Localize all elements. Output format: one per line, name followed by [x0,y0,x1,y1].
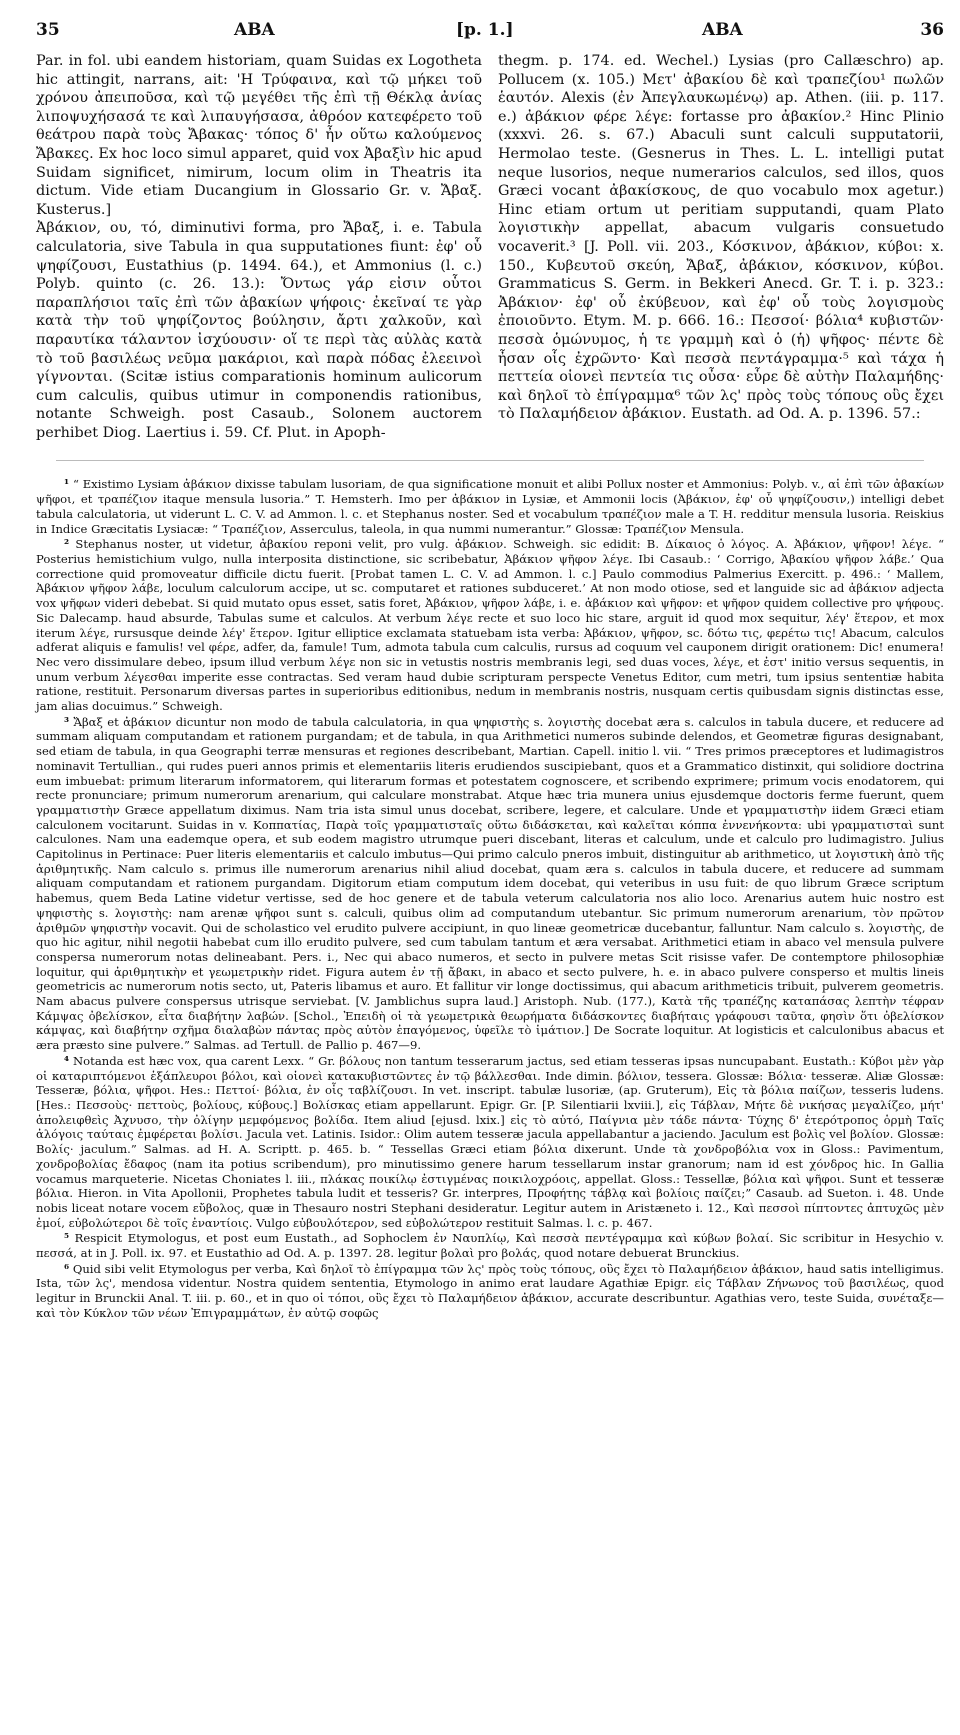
footnote-6-text: Quid sibi velit Etymologus per verba, Καὶ δηλοῖ τὸ ἐπίγραμμα τῶν λς' πρὸς τοὺς τόπους, οὓς ἔχει τὸ Παλαμήδειον ἀβάκιον, haud satis intelligimus. Ista, τῶν λς', mendosa videntur. Nostra quidem sententia, Etymologo in animo erat laudare Agathiæ Epigr. εἰς Τάβλαν Ζήνωνος τοῦ βασιλέως, quod legitur in Brunckii Anal. T. iii. p. 60., et in quo οἱ τόποι, οὓς ἔχει τὸ Παλαμήδειον ἀβάκιον, accurate describuntur. Agathias vero, teste Suida, συνέταξε—καὶ τὸν Κύκλον τῶν νέων Ἐπιγραμμάτων, ἐν αὐτῷ σοφῶς [36,1261,944,1320]
running-header [36,14,944,48]
entry-abakion: Ἀβάκιον, ου, τό, diminutivi forma, pro Ἄβαξ, i. e. Tabula calculatoria, sive Tabula in qua supputationes fiunt: ἐφ' οὗ ψηφίζουσι, Eustathius (p. 1494. 64.), et Ammonius (l. c.) Polyb. quinto (c. 26. 13.): Ὄντως γάρ εἰσιν οὗτοι παραπλήσιοι ταῖς ἐπὶ τῶν ἀβακίων ψήφοις· ἐκεῖναί τε γὰρ κατὰ τὴν τοῦ ψηφίζοντος βούλησιν, ἄρτι χαλκοῦν, καὶ παραυτίκα τάλαντον ἰσχύουσιν· οἵ τε περὶ τὰς αὐλὰς κατὰ τὸ τοῦ βασιλέως νεῦμα μακάριοι, καὶ παρὰ πόδας ἐλεεινοὶ γίγνονται. (Scitæ istius comparationis hominum aulicorum cum calculis, quibus utimur in componendis rationibus, notante Schweigh. post Casaub., Solonem auctorem perhibet Diog. Laertius i. 59. Cf. Plut. in Apoph- [36,220,482,441]
footnote-6-number: ⁶ [64,1261,70,1276]
left-column [36,52,482,442]
section-marker: [p. 1.] [456,20,514,40]
footnote-2-text: Stephanus noster, ut videtur, ἀβακίου reponi velit, pro vulg. ἀβάκιον. Schweigh. sic edidit: B. Δίκαιος ὁ λόγος. A. Ἀβάκιον, ψῆφον! λέγε. “ Posterius hemistichium vulgo, nulla interposita distinctione, sic scribebatur, Ἀβάκιον ψῆφον λέγε. Ibi Casaub.: ‘ Corrigo, Ἀβακίου ψῆφον λάβε.’ Qua correctione quid promoveatur difficile dictu fuerit. [Probat tamen L. C. V. ad Ammon. l. c.] Paulo commodius Palmerius Exercitt. p. 496.: ‘ Mallem, Ἀβάκιον ψῆφον λάβε, loculum calculorum accipe, ut sc. computaret et rationes subduceret.’ At non modo otiose, sed et languide sic ad ἀβάκιον adjecta vox ψῆφων videri debebat. Si quid mutato opus esset, satis foret, Ἀβάκιον, ψῆφον λάβε, i. e. ἀβάκιον καὶ ψῆφον: et ψῆφον quidem collective pro ψήφους. Sic Dalecamp. haud absurde, Tabulas sume et calculos. At verbum λέγε recte et suo loco hic stare, arguit id quod mox sequitur, λέγ' ἕτερον, et mox iterum λέγε, rursusque deinde λέγ' ἕτερον. Igitur elliptice exclamata statuebam ista verba: Ἀβάκιον, ψῆφον, sc. δότω τις, φερέτω τις! Abacum, calculos adferat aliquis e famulis! vel φέρε, adfer, da, famule! Tum, admota tabula cum calculis, rursus ad coquum vel cauponem dirigit orationem: Dic! enumera! Nec vero dissimulare debeo, ipsum illud verbum λέγε non sic in vetustis nostris membranis legi, sed duas voces, λέγε, et ἐστ' initio versus sequentis, in unum verbum λέγεσθαι imperite esse contractas. Sed veram haud dubie scripturam perspecte Venetus Editor, cum metri, tum ipsius sententiæ habita ratione, restituit. Personarum diversas partes in superioribus editionibus, nedum in membranis nostris, nusquam certis quibusdam signis distinctas esse, jam alias docuimus.” Schweigh. [36,537,945,714]
footnote-2-number: ² [64,537,70,552]
footnote-1-text: “ Existimo Lysiam ἀβάκιον dixisse tabulam lusoriam, de qua significatione monuit et alibi Pollux noster et Ammonius: Polyb. v., αἱ ἐπὶ τῶν ἀβακίων ψῆφοι, et τραπέζιον itaque mensula lusoria.” T. Hemsterh. Imo per ἀβάκιον in Lysiæ, et Ammonii locis (Ἀβάκιον, ἐφ' οὗ ψηφίζουσιν,) intelligi debet tabula calculatoria, ut viderunt L. C. V. ad Ammon. l. c. et Stephanus noster. Sed et vocabulum τραπέζιον male a T. H. redditur mensula lusoria. Reiskius in Indice Græcitatis Lysiacæ: “ Τραπέζιον, Asserculus, taleola, in qua nummi numerantur.” Glossæ: Τραπέζιον Mensula. [36,477,945,536]
footnote-6 [36,1262,944,1321]
guide-word-right: ABA [702,20,743,40]
footnote-2 [36,537,944,713]
footnote-1-number: ¹ [64,477,70,492]
page-number-left: 35 [36,20,60,40]
footnotes [36,477,944,1320]
footnote-3-number: ³ [64,714,70,729]
footnote-1 [36,477,944,536]
guide-word-left: ABA [234,20,275,40]
footnote-4-text: Notanda est hæc vox, qua carent Lexx. “ Gr. βόλους non tantum tesserarum jactus, sed etiam tesseras ipsas nuncupabant. Eustath.: Κύβοι μὲν γὰρ οἱ καταριπτόμενοι ἑξάπλευροι βόλοι, καὶ οἱονεὶ κατακυβιστῶντες ἐν τῷ βάλλεσθαι. Inde dimin. βόλιον, tessera. Glossæ: Βόλια· tesseræ. Aliæ Glossæ: Tesseræ, βόλια, ψῆφοι. Hes.: Πεττοί· βόλια, ἐν οἷς ταβλίζουσι. In vet. inscript. tabulæ lusoriæ, (ap. Gruterum), Εἰς τὰ βόλια παίζων, tesseris ludens. [Hes.: Πεσσοὺς· πεττοὺς, βολίους, κύβους.] Βολίσκας etiam appellarunt. Epigr. Gr. [P. Silentiarii lxviii.], εἰς Τάβλαν, Μήτε δὲ νικήσας μεγαλίζεο, μήτ' ἀπολειφθεὶς Ἀχνυσο, τὴν ὀλίγην μεμφόμενος βολίδα. Item aliud [ejusd. lxix.] εἰς τὸ αὐτό, Παίγνια μὲν τάδε πάντα· Τύχης δ' ἑτερότροπος ὁρμὴ Ταῖς ἀλόγοις ταύταις ἐμφέρεται βολίσι. Jacula vet. Latinis. Isidor.: Olim autem tesseræ jacula appellabantur a jaciendo. Jaculum est βολὶς vel βολίον. Glossæ: Βολίς· jaculum.” Salmas. ad H. A. Scriptt. p. 465. b. “ Tessellas Græci etiam βόλια dixerunt. Unde τὰ χονδροβόλια vox in Gloss.: Pavimentum, χονδροβολίας ἔδαφος (nam ita potius scribendum), pro minutissimo genere harum tessellarum instar granorum; nam id est χόνδρος hic. In Gallia vocamus marqueterie. Nicetas Choniates l. iii., πλάκας ποικίλῳ ἐστιγμένας ποικιλοχρόοις, appellat. Gloss.: Tessellæ, βόλια καὶ ψῆφοι. Sunt et tesseræ βόλια. Hieron. in Vita Apollonii, Prophetes tabula ludit et tesseris? Gr. interpres, Προφήτης τάβλᾳ καὶ βολίοις παίζει;” Casaub. ad Sueton. i. 48. Unde nobis liceat notare vocem εὔβολος, quæ in Thesauro nostri Stephani desideratur. Legitur autem in Aristæneto i. 12., Καὶ πεσσοὶ πίπτοντες ἀπτυχῶς μὲν ἐμοί, εὐβολώτεροι δὲ τοῖς ἐναντίοις. Vulgo εὐβουλότερον, sed εὐβολώτερον restituit Salmas. l. c. p. 467. [36,1053,945,1230]
footnote-5-text: Respicit Etymologus, et post eum Eustath., ad Sophoclem ἐν Ναυπλίῳ, Καὶ πεσσὰ πεντέγραμμα καὶ κύβων βολαί. Sic scribitur in Hesychio v. πεσσά, at in J. Poll. ix. 97. et Eustathio ad Od. A. p. 1397. 28. legitur βολαὶ pro βολάς, quod notare debuerat Brunckius. [36,1231,944,1261]
footnote-3-text: Ἄβαξ et ἀβάκιον dicuntur non modo de tabula calculatoria, in qua ψηφιστὴς s. λογιστὴς docebat æra s. calculos in tabula ducere, et reducere ad summam aliquam computandam et rationem purgandam; et de tabula, in qua Arithmetici numeros subinde delendos, et Geometræ figuras designabant, sed etiam de tabula, in qua Geographi terræ mensuras et regiones describebant, Martian. Capell. initio l. vii. “ Tres primos præceptores et ludimagistros nominavit Tertullian., qui rudes pueri annos primis et elementariis literis erudiendos suscipiebant, quos et a Grammatico distinxit, qui solidiore doctrina eum imbuebat: primum literarum informatorem, qui literarum formas et potestatem cognoscere, et scribendo exprimere; primum vocis enodatorem, qui recte pronunciare; primum numerorum arenarium, qui calculare monstrabat. Atque hæc tria munera unius ejusdemque doctoris ferme fuerunt, quem γραμματιστὴν Græce appellatum diximus. Nam tria ista simul unus docebat, scribere, legere, et calculare. Unde et γραμματιστὴν iidem Græci etiam calculonem vocitarunt. Suidas in v. Κοππατίας, Παρὰ τοῖς γραμματισταῖς οὕτω διδάσκεται, καὶ καλεῖται κόππα ἐννενήκοντα: ubi γραμματισταὶ sunt calculones. Nam una eademque opera, et sub eodem magistro utrumque pueri discebant, literas et calculum, unde et calculo pro ludimagistro. Julius Capitolinus in Pertinace: Puer literis elementariis et calculo imbutus—Qui primo calculo pneros imbuit, distinguitur ab arithmetico, ut λογιστικὴ ἀπὸ τῆς ἀριθμητικῆς. Nam calculo s. primus ille numerorum arenarius nihil aliud docebat, quam æra s. calculos in tabula ducere, et reducere ad summam aliquam computandam et rationem purgandam. Digitorum etiam computum idem docebat, qui veteribus in usu fuit: de quo librum Græce scriptum habemus, quem Beda Latine videtur vertisse, sed de hoc genere et de tabula veterum calculatoria nos alio loco. Arenarius autem huic nostro est ψηφιστὴς s. λογιστὴς: nam arenæ ψῆφοι sunt s. calculi, quibus olim ad computandum utebantur. Sic primum numerorum arenarium, τὸν πρῶτον ἀριθμῶν ψηφιστὴν vocavit. Qui de scholastico vel erudito pulvere accipiunt, in quo lineæ geometricæ ducebantur, falluntur. Nam calculo s. λογιστὴς, de quo hic agitur, nihil negotii habebat cum illo erudito pulvere, sed cum tabulam tantum et æra versabat. Arithmetici etiam in abaco vel mensula pulvere conspersa numerorum notas delineabant. Pers. i., Nec qui abaco numeros, et secto in pulvere metas Scit risisse vafer. De contemptore philosophiæ loquitur, qui ἀριθμητικὴν et γεωμετρικὴν ridet. Figura autem ἐν τῇ ἄβακι, in abaco et secto pulvere, h. e. in abaco pulvere consperso et multis lineis geometricis ac numerorum notis secto, ut, Pateris libamus et auro. Et fallitur vir longe doctissimus, qui abacum arithmeticis tribuit, pulverem geometris. Nam abacus pulvere conspersus utrisque serviebat. [V. Jamblichus supra laud.] Aristoph. Nub. (177.), Κατὰ τῆς τραπέζης καταπάσας λεπτὴν τέφραν Κάμψας ὀβελίσκον, εἶτα διαβήτην λαβών. [Schol., Ἐπειδὴ οἱ τὰ γεωμετρικὰ θεωρήματα διδάσκοντες διαβήταις γράφουσι ταῦτα, φησὶν ὅτι ὀβελίσκον κάμψας, καὶ διαβήτην σχῆμα διαλαβὼν πάντας πρὸς αὐτὸν ἐπαγόμενος, ὑφεῖλε τὸ ἱμάτιον.] De Socrate loquitur. At logisticis et calculonibus abacus et æra præsto sine pulvere.” Salmas. ad Tertull. de Pallio p. 467—9. [36,714,945,1053]
main-text-columns [36,52,944,442]
footnote-3 [36,715,944,1053]
left-column-paragraph: Par. in fol. ubi eandem historiam, quam Suidas ex Logotheta hic attingit, narrans, ait: 'Η Τρύφαινα, καὶ τῷ μήκει τοῦ χρόνου ἀπειποῦσα, καὶ τῷ μεγέθει τῆς ἐπὶ τῇ Θέκλᾳ ἀνίας λιποψυχήσασά τε καὶ λιπαυγήσασα, ἀθρόον κατεφέρετο τοῦ θεάτρου παρὰ τοὺς Ἄβακας· τόπος δ' ἦν οὕτω καλούμενος Ἄβακες. Ex hoc loco simul apparet, quid vox Ἀβαξὶν hic apud Suidam significet, nimirum, locum olim in Theatris ita dictum. Vide etiam Ducangium in Glossario Gr. v. Ἄβαξ. Kusterus.] [36,53,482,218]
page-number-right: 36 [920,20,944,40]
footnote-4-number: ⁴ [64,1053,70,1068]
right-column [498,52,944,442]
footnote-5 [36,1231,944,1260]
footnote-divider [56,460,924,461]
footnote-5-number: ⁵ [64,1231,70,1246]
footnote-4 [36,1054,944,1230]
right-column-paragraph: thegm. p. 174. ed. Wechel.) Lysias (pro Callæschro) ap. Pollucem (x. 105.) Μετ' ἀβακίου δὲ καὶ τραπεζίου¹ πωλῶν ἑαυτόν. Alexis (ἐν Ἀπεγλαυκωμένῳ) ap. Athen. (iii. p. 117. e.) ἀβάκιον φέρε λέγε: fortasse pro ἀβακίον.² Hinc Plinio (xxxvi. 26. s. 67.) Abaculi sunt calculi supputatorii, Hermolao teste. (Gesnerus in Thes. L. L. intelligi putat neque lusorios, neque numerarios calculos, sed illos, quos Græci vocant ἀβακίσκους, de quo vocabulo mox agetur.) Hinc etiam ortum ut peritiam supputandi, quam Plato λογιστικὴν appellat, abacum vulgaris consuetudo vocaverit.³ [J. Poll. vii. 203., Κόσκινον, ἀβάκιον, κύβοι: x. 150., Κυβευτοῦ σκεύη, Ἄβαξ, ἀβάκιον, κόσκινον, κύβοι. Grammaticus S. Germ. in Bekkeri Anecd. Gr. T. i. p. 323.: Ἀβάκιον· ἐφ' οὗ ἐκύβευον, καὶ ἐφ' οὗ τοὺς λογισμοὺς ἐποιοῦντο. Etym. M. p. 666. 16.: Πεσσοί· βόλια⁴ κυβιστῶν· πεσσὰ ὁμώνυμος, ἡ τε γραμμὴ καὶ ὁ (ἡ) ψῆφος· πέντε δὲ ἦσαν οἷς ἐχρῶντο· Καὶ πεσσὰ πεντάγραμμα·⁵ καὶ τάχα ἡ πεττεία οἱονεὶ πεντεία τις οὖσα· εὗρε δὲ αὐτὴν Παλαμήδης· καὶ δηλοῖ τὸ ἐπίγραμμα⁶ τῶν λς' πρὸς τοὺς τόπους οὓς ἔχει τὸ Παλαμήδειον ἀβάκιον. Eustath. ad Od. A. p. 1396. 57.: [498,53,944,423]
